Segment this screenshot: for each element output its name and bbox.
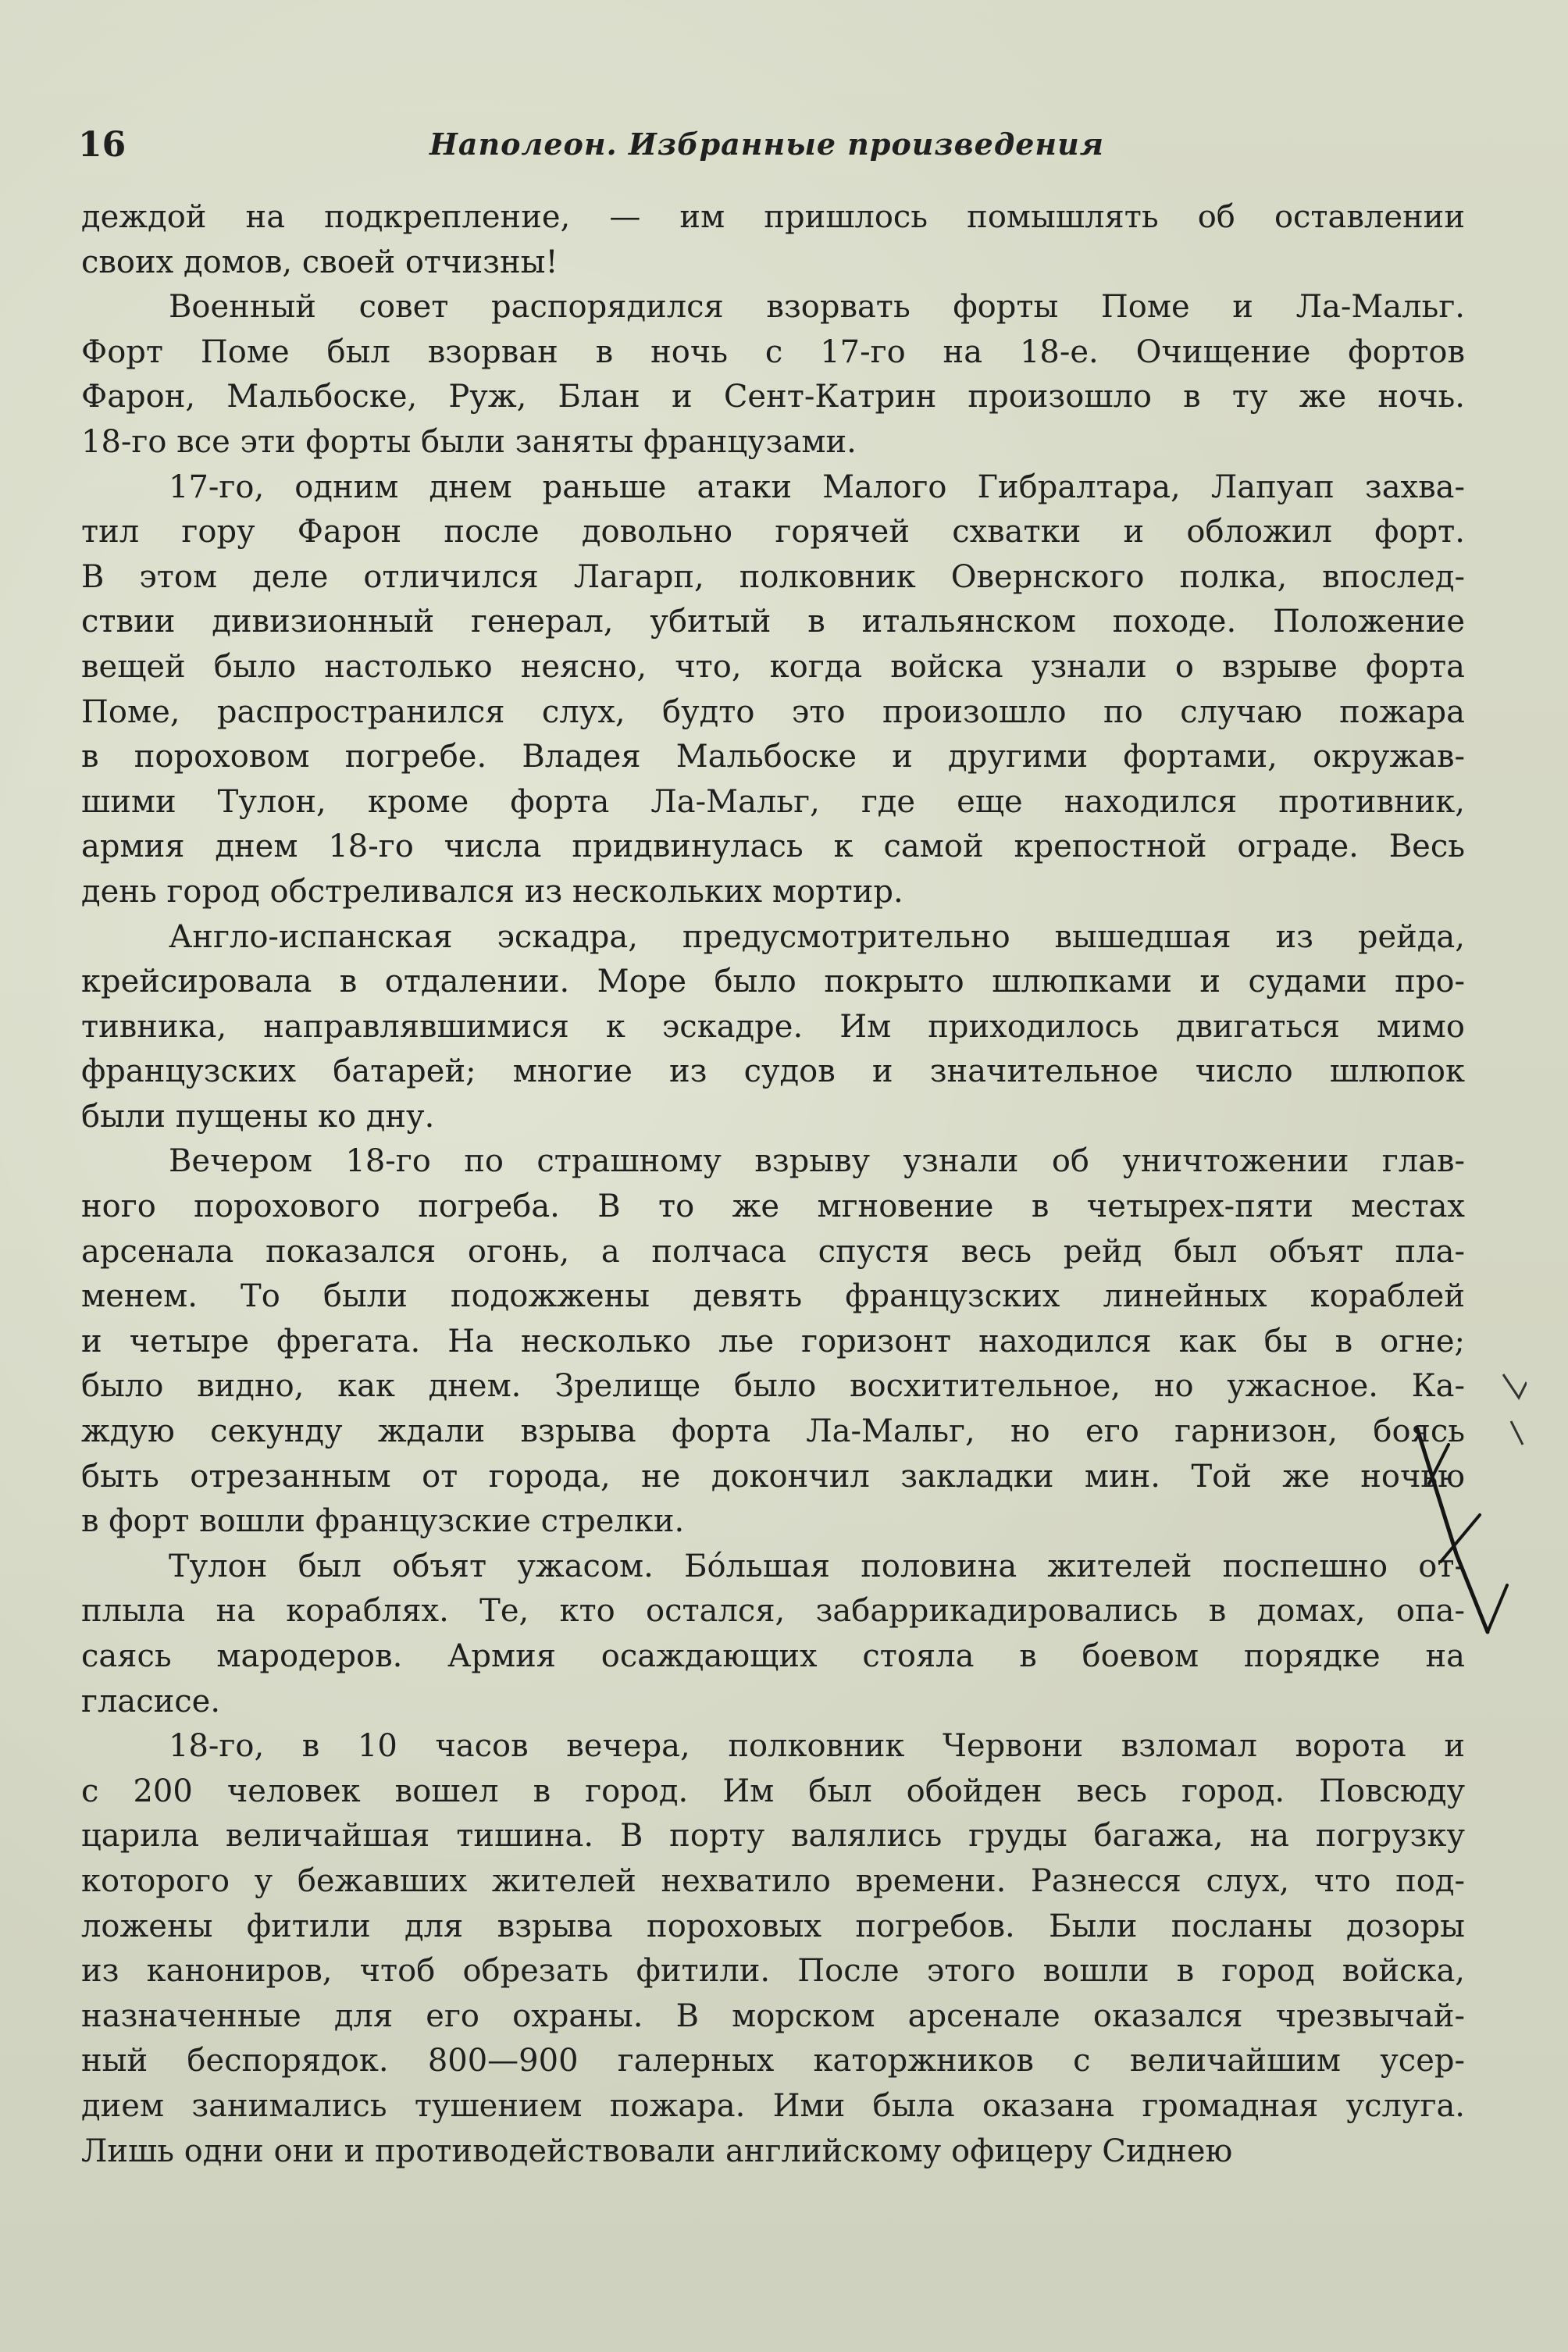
running-title: Наполеон. Избранные произведения — [429, 127, 1104, 162]
text-line: вещей было настолько неясно, что, когда войска узнали о взрыве форта — [81, 648, 1465, 685]
text-line: было видно, как днем. Зрелище было восхитительное, но ужасное. Ка- — [81, 1368, 1465, 1405]
text-line: Лишь одни они и противодействовали английскому офицеру Сиднею — [81, 2133, 1233, 2169]
text-line: которого у бежавших жителей нехватило времени. Разнесся слух, что под- — [81, 1862, 1465, 1899]
text-line: менем. То были подожжены девять французских линейных кораблей — [81, 1278, 1465, 1315]
paragraph — [81, 195, 1465, 285]
text-line: арсенала показался огонь, а полчаса спустя весь рейд был объят пла- — [81, 1233, 1465, 1270]
text-line: ложены фитили для взрыва пороховых погребов. Были посланы дозоры — [81, 1908, 1465, 1944]
text-line: своих домов, своей отчизны! — [81, 244, 558, 280]
text-line: царила величайшая тишина. В порту валялись груды багажа, на погрузку — [81, 1818, 1465, 1855]
text-line: плыла на кораблях. Те, кто остался, забаррикадировались в домах, опа- — [81, 1593, 1465, 1630]
text-line: ного порохового погреба. В то же мгновение в четырех-пяти местах — [81, 1188, 1465, 1225]
text-line: день город обстреливался из нескольких мортир. — [81, 873, 903, 910]
text-line: шими Тулон, кроме форта Ла-Мальг, где еще находился противник, — [81, 783, 1465, 820]
text-line: гласисе. — [81, 1683, 221, 1719]
text-line: Форт Поме был взорван в ночь с 17-го на 18-е. Очищение фортов — [81, 333, 1465, 370]
text-line: французских батарей; многие из судов и значительное число шлюпок — [81, 1053, 1465, 1090]
text-line: Тулон был объят ужасом. Бóльшая половина жителей поспешно от- — [169, 1548, 1465, 1584]
text-line: назначенные для его охраны. В морском арсенале оказался чрезвычай- — [81, 1997, 1465, 2034]
text-line: дием занимались тушением пожара. Ими была оказана громадная услуга. — [81, 2087, 1465, 2124]
page-header — [78, 125, 1499, 172]
text-line: ный беспорядок. 800—900 галерных каторжников с величайшим усер- — [81, 2043, 1465, 2079]
text-line: с 200 человек вошел в город. Им был обойден весь город. Повсюду — [81, 1773, 1465, 1809]
text-line: быть отрезанным от города, не докончил закладки мин. Той же ночью — [81, 1458, 1465, 1495]
page-number: 16 — [78, 125, 127, 165]
text-line: ждую секунду ждали взрыва форта Ла-Мальг, но его гарнизон, боясь — [81, 1413, 1465, 1450]
text-line: 18-го все эти форты были заняты французами. — [81, 423, 857, 460]
text-line: 17-го, одним днем раньше атаки Малого Гибралтара, Лапуап захва- — [169, 469, 1465, 505]
text-line: тил гору Фарон после довольно горячей схватки и обложил форт. — [81, 514, 1465, 551]
text-line: саясь мародеров. Армия осаждающих стояла в боевом порядке на — [81, 1638, 1465, 1674]
text-line: и четыре фрегата. На несколько лье горизонт находился как бы в огне; — [81, 1323, 1465, 1360]
text-line: ствии дивизионный генерал, убитый в итальянском походе. Положение — [81, 604, 1465, 640]
text-line: в пороховом погребе. Владея Мальбоске и другими фортами, окружав- — [81, 739, 1465, 775]
text-line: армия днем 18-го числа придвинулась к самой крепостной ограде. Весь — [81, 829, 1465, 865]
paragraph — [81, 1139, 1465, 1544]
text-line: из канониров, чтоб обрезать фитили. После этого вошли в город войска, — [81, 1953, 1465, 1990]
text-line: Поме, распространился слух, будто это произошло по случаю пожара — [81, 693, 1465, 730]
text-line: Вечером 18-го по страшному взрыву узнали об уничтожении глав- — [169, 1143, 1465, 1180]
paragraph — [81, 285, 1465, 465]
text-line: Фарон, Мальбоске, Руж, Блан и Сент-Катрин произошло в ту же ночь. — [81, 379, 1465, 415]
body-text — [81, 195, 1465, 2174]
paragraph — [81, 1724, 1465, 2174]
text-line: 18-го, в 10 часов вечера, полковник Червони взломал ворота и — [169, 1728, 1465, 1765]
paragraph — [81, 465, 1465, 915]
text-line: крейсировала в отдалении. Море было покрыто шлюпками и судами про- — [81, 964, 1465, 1000]
paragraph — [81, 915, 1465, 1140]
text-line: Военный совет распорядился взорвать форты Поме и Ла-Мальг. — [169, 289, 1465, 326]
text-line: в форт вошли французские стрелки. — [81, 1503, 685, 1540]
text-line: были пущены ко дну. — [81, 1098, 435, 1135]
text-line: В этом деле отличился Лагарп, полковник Овернского полка, впослед- — [81, 558, 1465, 595]
paragraph — [81, 1545, 1465, 1724]
text-line: Англо-испанская эскадра, предусмотрительно вышедшая из рейда, — [169, 918, 1465, 955]
text-line: тивника, направлявшимися к эскадре. Им приходилось двигаться мимо — [81, 1008, 1465, 1045]
text-line: деждой на подкрепление, — им пришлось помышлять об оставлении — [81, 199, 1465, 235]
handwritten-margin-mark — [1370, 1327, 1527, 1718]
